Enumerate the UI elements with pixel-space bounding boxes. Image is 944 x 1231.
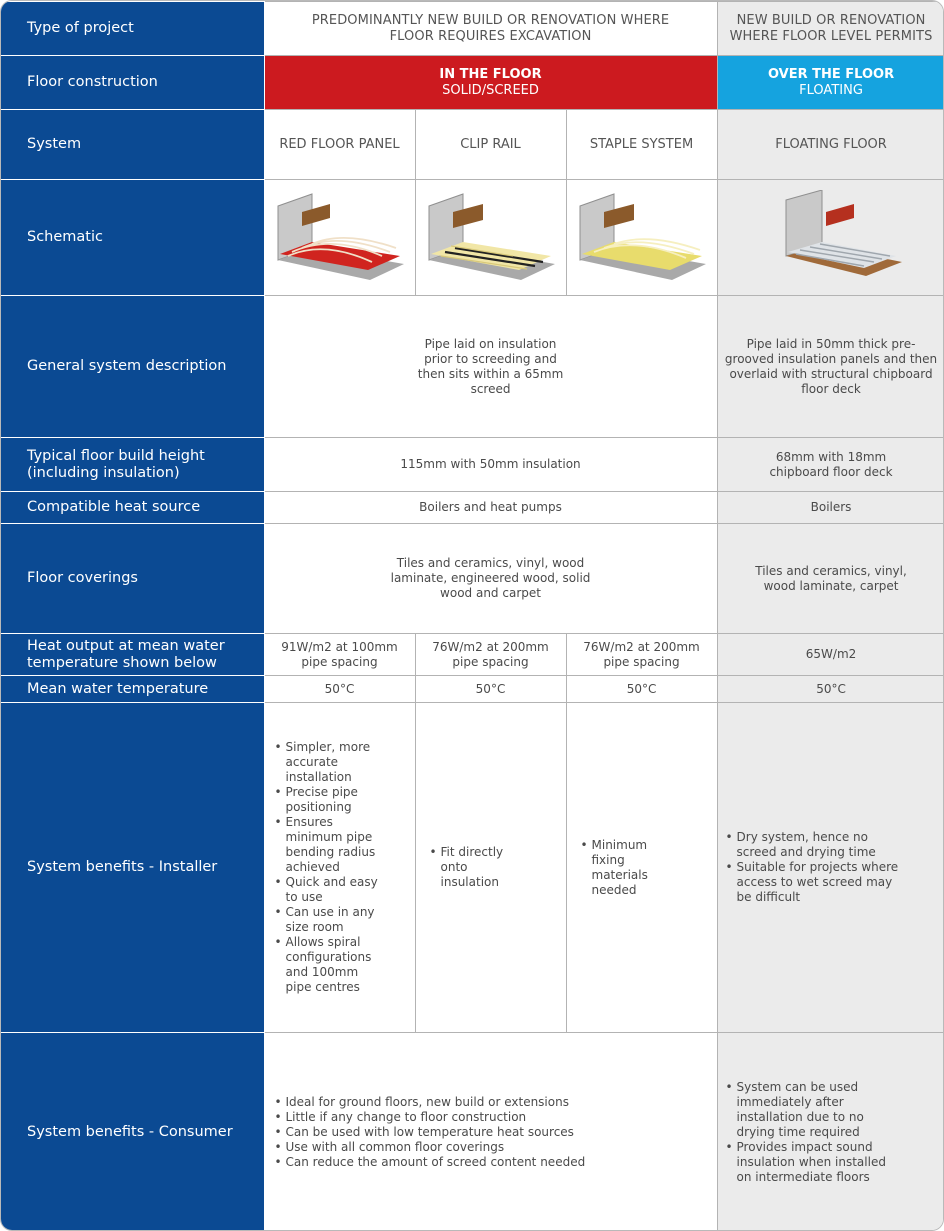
list-item: • Can reduce the amount of screed content needed <box>275 1155 677 1170</box>
schematic-staple-system <box>566 180 717 296</box>
project-type-right: NEW BUILD OR RENOVATION WHERE FLOOR LEVEL PERMITS <box>717 2 944 56</box>
installer-floating-floor <box>717 703 944 1033</box>
heat-output-staple-system: 76W/m2 at 200mm pipe spacing <box>566 634 717 676</box>
over-floor-title: OVER THE FLOOR <box>767 66 895 82</box>
installer-staple-system-list <box>581 838 667 898</box>
description-over-floor: Pipe laid in 50mm thick pre-grooved insulation panels and then overlaid with structural chipboard floor deck <box>717 296 944 438</box>
coverings-in-floor: Tiles and ceramics, vinyl, wood laminate, engineered wood, solid wood and carpet <box>264 524 717 634</box>
over-floor-subtitle: FLOATING <box>799 82 863 98</box>
heat-output-floating-floor: 65W/m2 <box>717 634 944 676</box>
mean-temp-floating-floor: 50°C <box>717 676 944 703</box>
label-floor-construction: Floor construction <box>1 56 264 110</box>
mean-temp-red-floor-panel: 50°C <box>264 676 415 703</box>
consumer-over-floor-list <box>726 1080 895 1185</box>
installer-clip-rail <box>415 703 566 1033</box>
label-build-height: Typical floor build height (including insulation) <box>1 438 264 492</box>
build-height-over-floor: 68mm with 18mm chipboard floor deck <box>717 438 944 492</box>
row-heat-output <box>1 634 944 676</box>
system-clip-rail: CLIP RAIL <box>415 110 566 180</box>
consumer-in-floor-list <box>275 1095 677 1170</box>
label-system: System <box>1 110 264 180</box>
mean-temp-clip-rail: 50°C <box>415 676 566 703</box>
staple-system-schematic-icon <box>574 190 710 286</box>
row-schematic <box>1 180 944 296</box>
list-item: • Suitable for projects where access to wet screed may be difficult <box>726 860 905 905</box>
row-benefits-installer <box>1 703 944 1033</box>
row-type-of-project <box>1 2 944 56</box>
list-item: • Quick and easy to use <box>275 875 385 905</box>
label-heat-output: Heat output at mean water temperature shown below <box>1 634 264 676</box>
system-floating-floor: FLOATING FLOOR <box>717 110 944 180</box>
installer-floating-floor-list <box>726 830 905 905</box>
construction-in-floor <box>264 56 717 110</box>
description-in-floor: Pipe laid on insulation prior to screeding and then sits within a 65mm screed <box>264 296 717 438</box>
installer-red-floor-panel <box>264 703 415 1033</box>
heat-source-over-floor: Boilers <box>717 492 944 524</box>
label-mean-temp: Mean water temperature <box>1 676 264 703</box>
schematic-floating-floor <box>717 180 944 296</box>
build-height-in-floor: 115mm with 50mm insulation <box>264 438 717 492</box>
consumer-over-floor <box>717 1033 944 1231</box>
list-item: • Ideal for ground floors, new build or extensions <box>275 1095 677 1110</box>
label-general-description: General system description <box>1 296 264 438</box>
heat-output-red-floor-panel: 91W/m2 at 100mm pipe spacing <box>264 634 415 676</box>
row-build-height <box>1 438 944 492</box>
heat-source-in-floor: Boilers and heat pumps <box>264 492 717 524</box>
list-item: • Use with all common floor coverings <box>275 1140 677 1155</box>
list-item: • Provides impact sound insulation when installed on intermediate floors <box>726 1140 895 1185</box>
consumer-in-floor <box>264 1033 717 1231</box>
list-item: • Minimum fixing materials needed <box>581 838 667 898</box>
red-floor-panel-schematic-icon <box>272 190 408 286</box>
project-type-left: PREDOMINANTLY NEW BUILD OR RENOVATION WHERE FLOOR REQUIRES EXCAVATION <box>264 2 717 56</box>
row-floor-coverings <box>1 524 944 634</box>
row-benefits-consumer <box>1 1033 944 1231</box>
mean-temp-staple-system: 50°C <box>566 676 717 703</box>
installer-red-floor-panel-list <box>275 740 385 995</box>
row-heat-source <box>1 492 944 524</box>
list-item: • Can use in any size room <box>275 905 385 935</box>
list-item: • Precise pipe positioning <box>275 785 385 815</box>
in-floor-subtitle: SOLID/SCREED <box>442 82 539 98</box>
row-floor-construction <box>1 56 944 110</box>
label-heat-source: Compatible heat source <box>1 492 264 524</box>
system-staple-system: STAPLE SYSTEM <box>566 110 717 180</box>
row-general-description <box>1 296 944 438</box>
schematic-clip-rail <box>415 180 566 296</box>
label-type-of-project: Type of project <box>1 2 264 56</box>
system-comparison-table <box>1 1 944 1231</box>
in-floor-title: IN THE FLOOR <box>439 66 542 82</box>
heat-output-clip-rail: 76W/m2 at 200mm pipe spacing <box>415 634 566 676</box>
coverings-over-floor: Tiles and ceramics, vinyl, wood laminate, carpet <box>717 524 944 634</box>
installer-clip-rail-list <box>430 845 516 890</box>
row-mean-temp <box>1 676 944 703</box>
floating-floor-schematic-icon <box>756 190 906 286</box>
label-benefits-consumer: System benefits - Consumer <box>1 1033 264 1231</box>
list-item: • Little if any change to floor construction <box>275 1110 677 1125</box>
row-system <box>1 110 944 180</box>
list-item: • System can be used immediately after installation due to no drying time required <box>726 1080 895 1140</box>
label-benefits-installer: System benefits - Installer <box>1 703 264 1033</box>
list-item: • Simpler, more accurate installation <box>275 740 385 785</box>
schematic-red-floor-panel <box>264 180 415 296</box>
system-red-floor-panel: RED FLOOR PANEL <box>264 110 415 180</box>
list-item: • Can be used with low temperature heat sources <box>275 1125 677 1140</box>
list-item: • Dry system, hence no screed and drying time <box>726 830 905 860</box>
label-schematic: Schematic <box>1 180 264 296</box>
list-item: • Allows spiral configurations and 100mm pipe centres <box>275 935 385 995</box>
list-item: • Fit directly onto insulation <box>430 845 516 890</box>
list-item: • Ensures minimum pipe bending radius achieved <box>275 815 385 875</box>
clip-rail-schematic-icon <box>423 190 559 286</box>
construction-over-floor <box>717 56 944 110</box>
label-floor-coverings: Floor coverings <box>1 524 264 634</box>
installer-staple-system <box>566 703 717 1033</box>
